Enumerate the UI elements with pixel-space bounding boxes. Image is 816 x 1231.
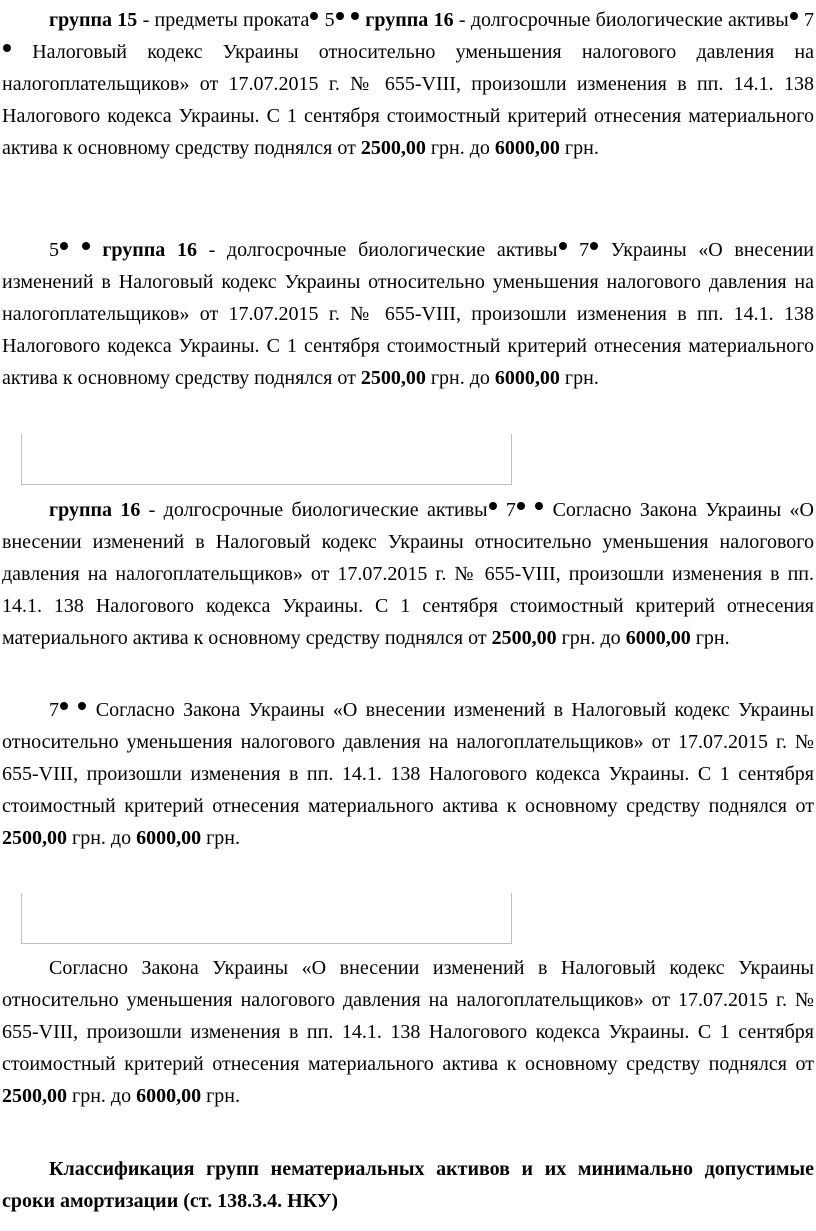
bullet-dot-icon <box>517 502 525 510</box>
currency-end: грн. <box>559 137 599 159</box>
bullet-dot-icon <box>3 44 11 52</box>
currency-end: грн. <box>559 367 599 389</box>
bio-assets-text: долгосрочные биологические активы <box>226 239 558 261</box>
bullet-dot-icon <box>60 242 68 250</box>
dash: - <box>137 9 155 31</box>
amount-to: 6000,00 <box>494 137 560 159</box>
currency-end: грн. <box>201 827 240 849</box>
paragraph-3 <box>2 494 814 654</box>
paragraph-4 <box>2 694 814 854</box>
amount-from: 2500,00 <box>491 627 557 649</box>
amount-from: 2500,00 <box>360 137 426 159</box>
bullet-dot-icon <box>82 242 90 250</box>
empty-frame <box>21 434 512 485</box>
number-7: 7 <box>567 239 590 261</box>
group-16-label: группа 16 <box>102 239 197 261</box>
amount-to: 6000,00 <box>136 827 202 849</box>
amount-from: 2500,00 <box>2 1085 67 1107</box>
bullet-dot-icon <box>351 12 359 20</box>
currency-end: грн. <box>201 1085 240 1107</box>
group-15-label: группа 15 <box>49 9 138 31</box>
bullet-dot-icon <box>336 12 344 20</box>
amount-connector: грн. до <box>425 367 495 389</box>
number-7: 7 <box>497 499 516 521</box>
amount-to: 6000,00 <box>494 367 560 389</box>
paragraph-1 <box>2 4 814 164</box>
group-16-label: группа 16 <box>365 9 454 31</box>
law-text: Согласно Закона Украины «О внесении изменений в Налоговый кодекс Украины относительно уменьшения налогового давления на налогоплательщиков» от 17.07.2015 г. № 655-VIII, произошли изменения в пп. 14.1. 138 Налогового кодекса Украины. С 1 сентября стоимостный критерий отнесения материального актива к основному средству поднялся от <box>2 699 815 817</box>
law-text: Налоговый кодекс Украины относительно уменьшения налогового давления на налогоплательщиков» от 17.07.2015 г. № 655-VIII, произошли изменения в пп. 14.1. 138 Налогового кодекса Украины. С 1 сентября стоимостный критерий отнесения материального актива к основному средству поднялся от <box>2 41 814 159</box>
amount-to: 6000,00 <box>136 1085 202 1107</box>
amount-from: 2500,00 <box>2 827 67 849</box>
amount-connector: грн. до <box>67 827 137 849</box>
bullet-dot-icon <box>790 12 798 20</box>
currency-end: грн. <box>690 627 730 649</box>
empty-frame <box>21 893 512 944</box>
number-5: 5 <box>49 239 59 261</box>
number-5: 5 <box>319 9 335 31</box>
section-heading: Классификация групп нематериальных активов и их минимально допустимые сроки амортизации (ст. 138.3.4. НКУ) <box>2 1158 814 1212</box>
bullet-dot-icon <box>310 12 318 20</box>
law-text: Украины «О внесении изменений в Налоговый кодекс Украины относительно уменьшения налогового давления на налогоплательщиков» от 17.07.2015 г. № 655-VIII, произошли изменения в пп. 14.1. 138 Налогового кодекса Украины. С 1 сентября стоимостный критерий отнесения материального актива к основному средству поднялся от <box>2 239 815 389</box>
law-text: Согласно Закона Украины «О внесении изменений в Налоговый кодекс Украины относительно уменьшения налогового давления на налогоплательщиков» от 17.07.2015 г. № 655-VIII, произошли изменения в пп. 14.1. 138 Налогового кодекса Украины. С 1 сентября стоимостный критерий отнесения материального актива к основному средству поднялся от <box>2 957 814 1075</box>
bullet-dot-icon <box>535 502 543 510</box>
number-7: 7 <box>798 9 815 31</box>
dash: - <box>140 499 164 521</box>
bullet-dot-icon <box>590 242 598 250</box>
group-16-label: группа 16 <box>49 499 141 521</box>
dash: - <box>453 9 471 31</box>
amount-connector: грн. до <box>425 137 495 159</box>
rental-items-text: предметы проката <box>154 9 310 31</box>
paragraph-2 <box>2 234 814 394</box>
law-text: Согласно Закона Украины «О внесении изменений в Налоговый кодекс Украины относительно уменьшения налогового давления на налогоплательщиков» от 17.07.2015 г. № 655-VIII, произошли изменения в пп. 14.1. 138 Налогового кодекса Украины. С 1 сентября стоимостный критерий отнесения материального актива к основному средству поднялся от <box>2 499 814 649</box>
bio-assets-text: долгосрочные биологические активы <box>163 499 488 521</box>
amount-from: 2500,00 <box>360 367 426 389</box>
dash: - <box>196 239 227 261</box>
amount-connector: грн. до <box>67 1085 137 1107</box>
bullet-dot-icon <box>489 502 497 510</box>
amount-to: 6000,00 <box>625 627 691 649</box>
amount-connector: грн. до <box>556 627 626 649</box>
bullet-dot-icon <box>559 242 567 250</box>
paragraph-5 <box>2 952 814 1112</box>
bullet-dot-icon <box>60 702 68 710</box>
bullet-dot-icon <box>78 702 86 710</box>
bio-assets-text: долгосрочные биологические активы <box>470 9 789 31</box>
number-7: 7 <box>49 699 59 721</box>
